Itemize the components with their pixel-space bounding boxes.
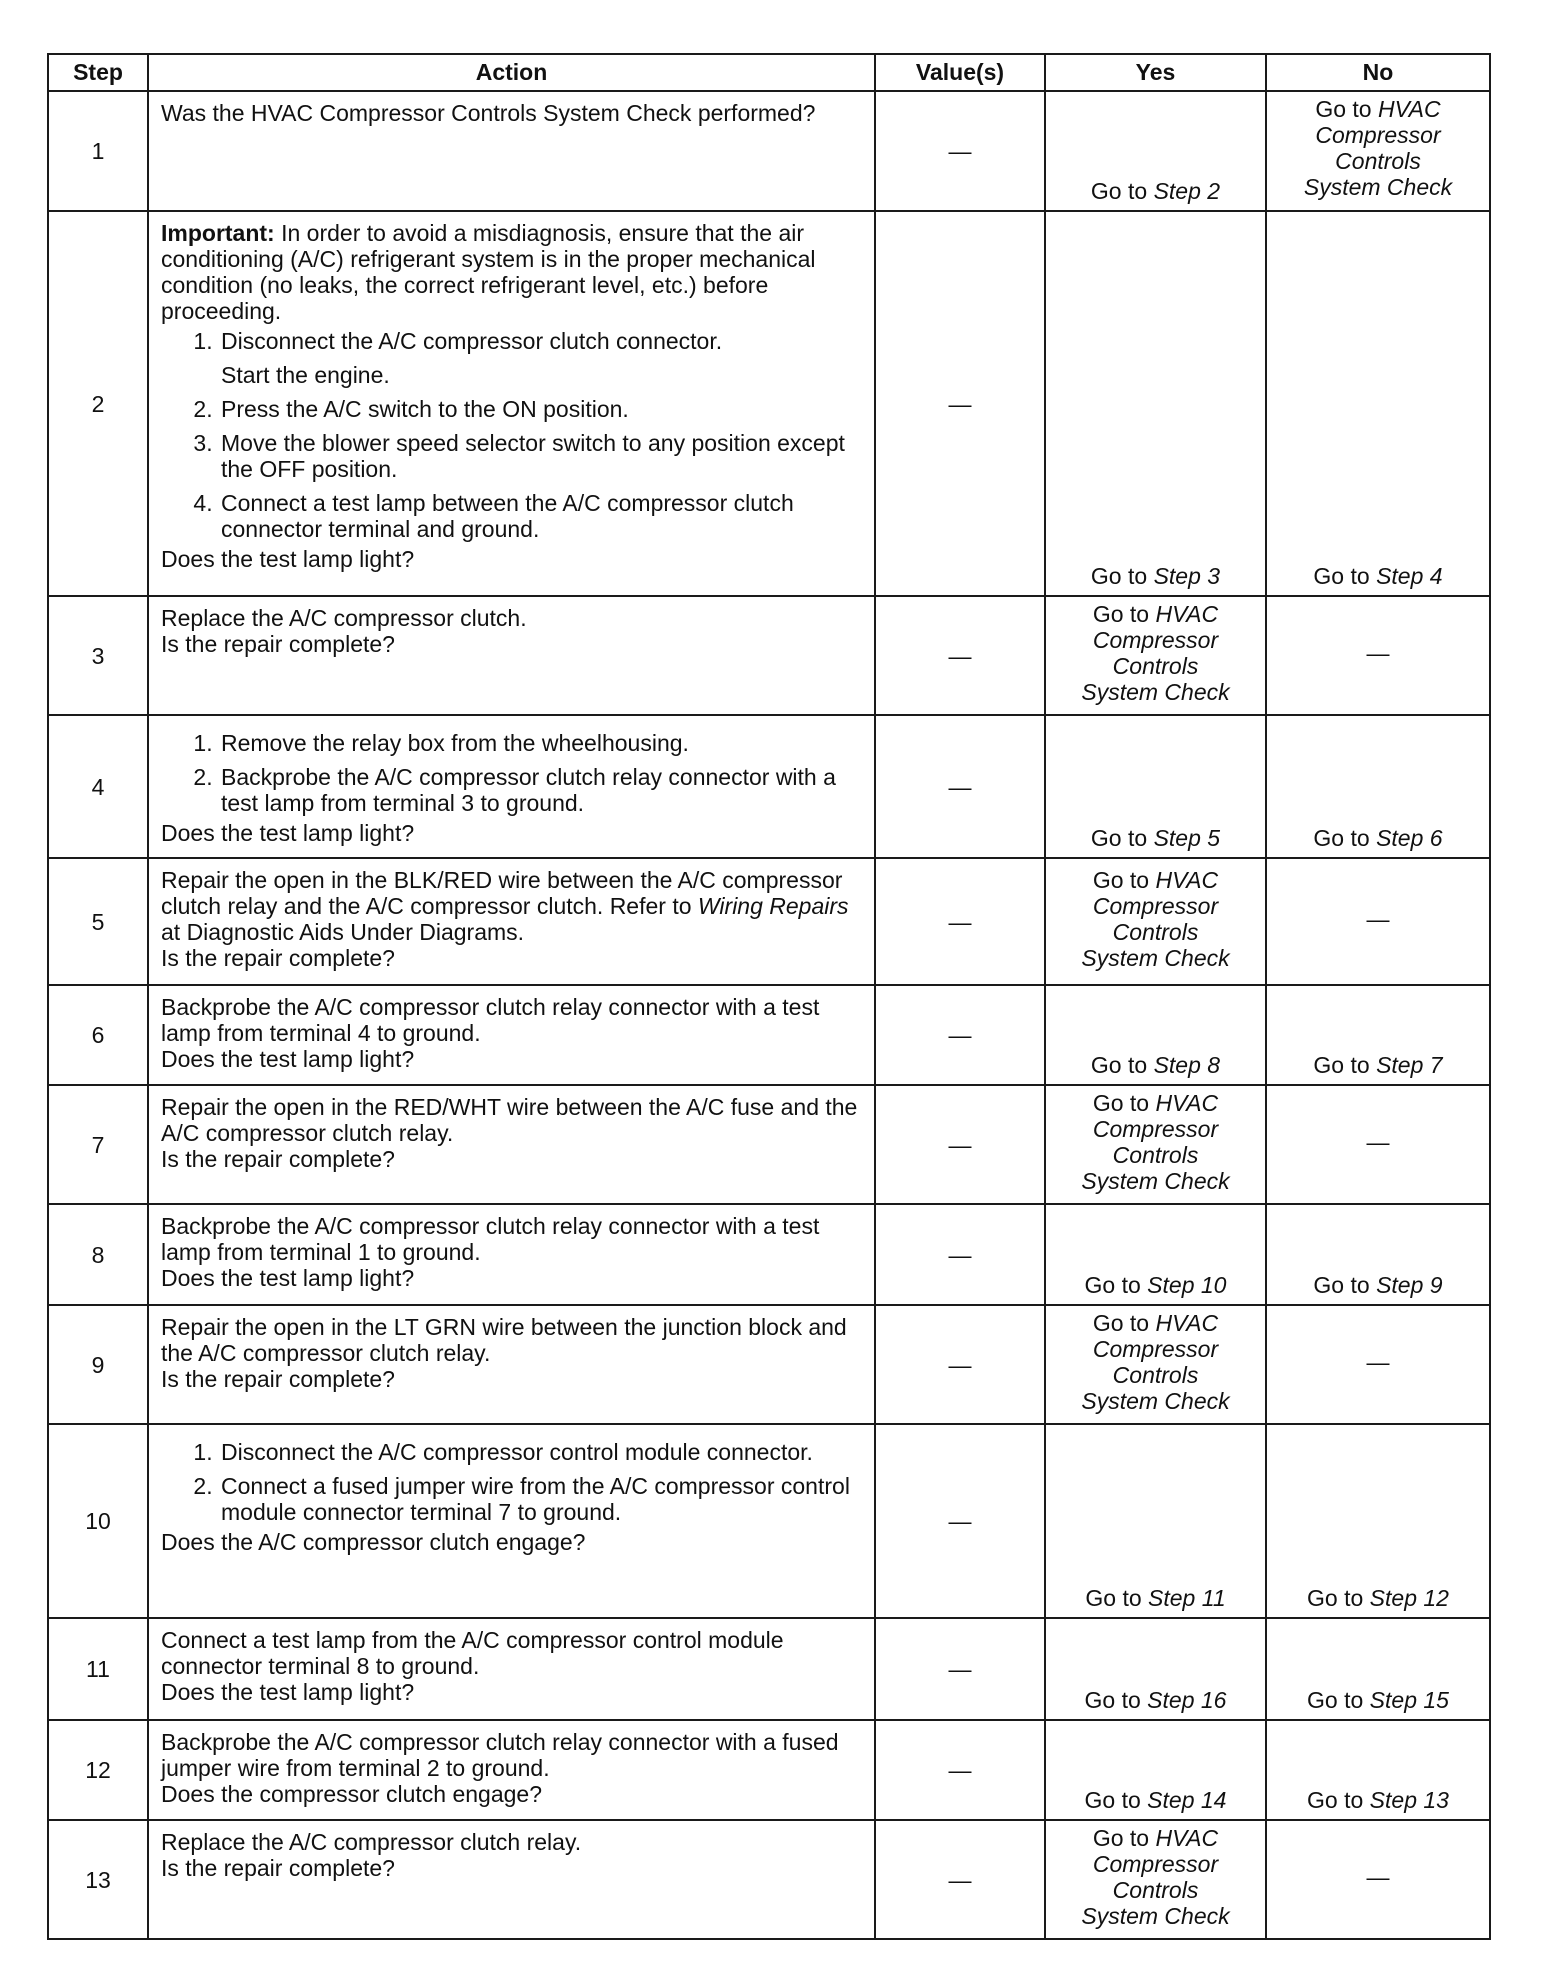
no-cell [1266, 1720, 1490, 1820]
sys-check-line[interactable]: HVAC [1155, 866, 1219, 893]
value-cell [875, 1618, 1045, 1720]
table-row [48, 1085, 1490, 1204]
procedure-list [161, 1439, 864, 1525]
yes-cell [1045, 211, 1266, 596]
value-dash: — [948, 773, 972, 800]
action-text [161, 867, 864, 945]
no-step-link[interactable]: Step 13 [1369, 1787, 1449, 1813]
go-to-label: Go to [1092, 1089, 1150, 1116]
value-dash: — [948, 1866, 972, 1893]
question: Does the A/C compressor clutch engage? [161, 1529, 586, 1555]
step-number: 13 [48, 1820, 148, 1939]
value-cell [875, 211, 1045, 596]
no-step-link[interactable]: Step 6 [1376, 825, 1443, 851]
value-cell [875, 596, 1045, 715]
question: Does the test lamp light? [161, 546, 415, 572]
question: Is the repair complete? [161, 1146, 395, 1172]
value-cell [875, 91, 1045, 211]
list-item-text: Remove the relay box from the wheelhousing. [221, 730, 689, 756]
action-text: Repair the open in the RED/WHT wire between the A/C fuse and the A/C compressor clutch relay. [161, 1094, 858, 1146]
value-cell [875, 1305, 1045, 1424]
table-row [48, 1424, 1490, 1618]
yes-cell [1045, 1305, 1266, 1424]
list-item [219, 764, 864, 816]
table-row [48, 1204, 1490, 1305]
action-text: Backprobe the A/C compressor clutch relay connector with a fused jumper wire from terminal 2 to ground. [161, 1729, 839, 1781]
sys-check-line[interactable]: HVAC [1155, 1309, 1219, 1336]
action-cell [148, 1085, 875, 1204]
list-item-text: Connect a fused jumper wire from the A/C compressor control module connector terminal 7 to ground. [221, 1473, 850, 1525]
yes-cell [1045, 1720, 1266, 1820]
action-text-part: Repair the open in the BLK/RED wire between the A/C compressor clutch relay and the A/C compressor clutch. Refer to [161, 867, 843, 919]
value-dash: — [948, 1022, 972, 1048]
table-row [48, 1305, 1490, 1424]
sys-check-line[interactable]: Compressor [1092, 1115, 1219, 1142]
list-item [219, 730, 864, 756]
sys-check-line[interactable]: HVAC [1155, 1089, 1219, 1116]
go-to-label: Go to [1090, 563, 1148, 589]
step-number: 3 [48, 596, 148, 715]
no-step-link[interactable]: Step 15 [1369, 1687, 1449, 1713]
go-to-label: Go to [1085, 1585, 1142, 1611]
no-step-link[interactable]: Step 9 [1376, 1272, 1443, 1298]
value-cell [875, 1424, 1045, 1618]
no-step-link[interactable]: Step 7 [1376, 1052, 1443, 1078]
value-cell [875, 715, 1045, 858]
sys-check-line[interactable]: System Check [1081, 678, 1230, 705]
action-text: Backprobe the A/C compressor clutch relay connector with a test lamp from terminal 4 to ground. [161, 994, 820, 1046]
header-no: No [1266, 54, 1490, 91]
header-step: Step [48, 54, 148, 91]
sys-check-line[interactable]: Controls [1335, 148, 1421, 174]
action-text: Backprobe the A/C compressor clutch relay connector with a test lamp from terminal 1 to ground. [161, 1213, 820, 1265]
action-cell [148, 1618, 875, 1720]
step-number: 1 [48, 91, 148, 211]
action-cell [148, 91, 875, 211]
question: Is the repair complete? [161, 945, 395, 971]
action-text-part: at Diagnostic Aids Under Diagrams. [161, 919, 525, 945]
wiring-repairs-link[interactable]: Wiring Repairs [697, 893, 849, 919]
question: Does the test lamp light? [161, 1265, 415, 1291]
list-item-text: Backprobe the A/C compressor clutch relay connector with a test lamp from terminal 3 to ground. [221, 764, 836, 816]
yes-cell [1045, 1820, 1266, 1939]
header-row [48, 54, 1490, 91]
action-cell [148, 1305, 875, 1424]
go-to-label: Go to [1090, 825, 1148, 851]
yes-cell [1045, 1618, 1266, 1720]
sys-check-line[interactable]: Controls [1112, 918, 1199, 945]
action-cell [148, 211, 875, 596]
yes-step-link[interactable]: Step 5 [1153, 825, 1221, 851]
no-cell [1266, 715, 1490, 858]
important-note [161, 220, 864, 324]
yes-cell [1045, 596, 1266, 715]
sys-check-line[interactable]: HVAC [1155, 1824, 1219, 1851]
go-to-label: Go to [1090, 178, 1148, 204]
no-cell [1266, 1085, 1490, 1204]
no-cell [1266, 985, 1490, 1085]
no-step-link[interactable]: Step 4 [1376, 563, 1443, 589]
sys-check-line[interactable]: Compressor [1315, 122, 1441, 148]
header-yes: Yes [1045, 54, 1266, 91]
value-dash: — [948, 390, 972, 417]
yes-cell [1045, 91, 1266, 211]
step-number: 9 [48, 1305, 148, 1424]
action-cell [148, 1820, 875, 1939]
go-to-label: Go to [1307, 1585, 1364, 1611]
sys-check-line[interactable]: Compressor [1092, 1335, 1219, 1362]
go-to-label: Go to [1092, 866, 1150, 893]
question: Is the repair complete? [161, 631, 395, 657]
table-row [48, 1618, 1490, 1720]
action-text: Replace the A/C compressor clutch relay. [161, 1829, 582, 1855]
no-dash: — [1366, 905, 1390, 932]
yes-step-link[interactable]: Step 11 [1148, 1585, 1226, 1611]
go-to-label: Go to [1090, 1052, 1148, 1078]
no-cell [1266, 1618, 1490, 1720]
list-item [219, 430, 864, 482]
yes-step-link[interactable]: Step 10 [1147, 1272, 1227, 1298]
value-dash: — [948, 908, 972, 935]
table-row [48, 1720, 1490, 1820]
no-cell [1266, 91, 1490, 211]
no-cell [1266, 1305, 1490, 1424]
list-item [219, 396, 864, 422]
action-text: Replace the A/C compressor clutch. [161, 605, 527, 631]
table-row [48, 91, 1490, 211]
list-item-subtext: Start the engine. [221, 362, 390, 388]
list-item [219, 328, 864, 388]
no-cell [1266, 858, 1490, 985]
action-cell [148, 858, 875, 985]
value-cell [875, 1720, 1045, 1820]
yes-cell [1045, 715, 1266, 858]
go-to-label: Go to [1307, 1687, 1364, 1713]
yes-step-link[interactable]: Step 8 [1153, 1052, 1221, 1078]
action-cell [148, 1424, 875, 1618]
list-item-text: Disconnect the A/C compressor clutch connector. [221, 328, 723, 354]
header-values: Value(s) [875, 54, 1045, 91]
value-dash: — [948, 138, 972, 164]
header-action: Action [148, 54, 875, 91]
value-dash: — [948, 1241, 972, 1268]
sys-check-line[interactable]: System Check [1081, 1167, 1230, 1194]
action-cell [148, 596, 875, 715]
value-cell [875, 1204, 1045, 1305]
yes-cell [1045, 1424, 1266, 1618]
value-dash: — [948, 642, 972, 669]
step-number: 4 [48, 715, 148, 858]
yes-step-link[interactable]: Step 16 [1147, 1687, 1227, 1713]
go-to-label: Go to [1313, 563, 1370, 589]
value-dash: — [948, 1508, 972, 1534]
list-item [219, 1439, 864, 1465]
value-cell [875, 1820, 1045, 1939]
step-number: 8 [48, 1204, 148, 1305]
action-cell [148, 1720, 875, 1820]
sys-check-line[interactable]: Controls [1112, 1141, 1199, 1168]
procedure-list [161, 730, 864, 816]
yes-cell [1045, 1085, 1266, 1204]
yes-step-link[interactable]: Step 2 [1153, 178, 1221, 204]
sys-check-line[interactable]: System Check [1081, 1387, 1230, 1414]
list-item-text: Connect a test lamp between the A/C compressor clutch connector terminal and ground. [221, 490, 794, 542]
sys-check-line[interactable]: System Check [1303, 174, 1453, 200]
step-number: 5 [48, 858, 148, 985]
value-cell [875, 1085, 1045, 1204]
value-dash: — [948, 1757, 972, 1783]
table-row [48, 596, 1490, 715]
important-label: Important: [161, 220, 275, 246]
go-to-label: Go to [1092, 1309, 1150, 1336]
yes-cell [1045, 1204, 1266, 1305]
no-cell [1266, 1424, 1490, 1618]
action-cell [148, 715, 875, 858]
value-cell [875, 985, 1045, 1085]
table-row [48, 985, 1490, 1085]
no-dash: — [1366, 1863, 1390, 1890]
list-item [219, 490, 864, 542]
sys-check-line[interactable]: System Check [1081, 944, 1230, 971]
step-number: 7 [48, 1085, 148, 1204]
no-cell [1266, 1204, 1490, 1305]
yes-cell [1045, 985, 1266, 1085]
no-dash: — [1366, 639, 1390, 666]
action-text: Connect a test lamp from the A/C compressor control module connector terminal 8 to ground. [161, 1627, 784, 1679]
step-number: 10 [48, 1424, 148, 1618]
no-dash: — [1366, 1348, 1390, 1375]
table-row [48, 211, 1490, 596]
sys-check-line[interactable]: System Check [1081, 1902, 1230, 1929]
table-row [48, 858, 1490, 985]
no-cell [1266, 1820, 1490, 1939]
go-to-label: Go to [1084, 1272, 1141, 1298]
question: Does the compressor clutch engage? [161, 1781, 542, 1807]
action-cell [148, 1204, 875, 1305]
action-cell [148, 985, 875, 1085]
action-text: Was the HVAC Compressor Controls System Check performed? [161, 100, 816, 126]
important-text: In order to avoid a misdiagnosis, ensure that the air conditioning (A/C) refrigerant system is in the proper mechanical condition (no leaks, the correct refrigerant level, etc.) before proceeding. [161, 220, 816, 324]
step-number: 11 [48, 1618, 148, 1720]
list-item-text: Press the A/C switch to the ON position. [221, 396, 629, 422]
sys-check-line[interactable]: Compressor [1092, 1850, 1219, 1877]
no-cell [1266, 596, 1490, 715]
question: Does the test lamp light? [161, 1679, 415, 1705]
sys-check-line[interactable]: HVAC [1378, 96, 1441, 122]
go-to-label: Go to [1307, 1787, 1364, 1813]
go-to-label: Go to [1084, 1787, 1141, 1813]
yes-step-link[interactable]: Step 3 [1153, 563, 1221, 589]
question: Is the repair complete? [161, 1366, 395, 1392]
step-number: 6 [48, 985, 148, 1085]
procedure-list [161, 328, 864, 542]
action-text: Repair the open in the LT GRN wire between the junction block and the A/C compressor clutch relay. [161, 1314, 847, 1366]
list-item [219, 1473, 864, 1525]
sys-check-line[interactable]: Compressor [1092, 892, 1219, 919]
sys-check-line[interactable]: Controls [1112, 652, 1199, 679]
sys-check-line[interactable]: Controls [1112, 1876, 1199, 1903]
question: Does the test lamp light? [161, 820, 415, 846]
go-to-label: Go to [1315, 96, 1372, 122]
yes-step-link[interactable]: Step 14 [1147, 1787, 1227, 1813]
no-cell [1266, 211, 1490, 596]
list-item-text: Disconnect the A/C compressor control module connector. [221, 1439, 813, 1465]
step-number: 12 [48, 1720, 148, 1820]
value-cell [875, 858, 1045, 985]
sys-check-line[interactable]: Controls [1112, 1361, 1199, 1388]
sys-check-line[interactable]: Compressor [1092, 626, 1219, 653]
question: Is the repair complete? [161, 1855, 395, 1881]
yes-cell [1045, 858, 1266, 985]
question: Does the test lamp light? [161, 1046, 415, 1072]
diagnostic-table [47, 53, 1491, 1940]
table-row [48, 1820, 1490, 1939]
no-step-link[interactable]: Step 12 [1369, 1585, 1449, 1611]
value-dash: — [948, 1131, 972, 1158]
table-row [48, 715, 1490, 858]
go-to-label: Go to [1084, 1687, 1141, 1713]
go-to-label: Go to [1313, 825, 1370, 851]
go-to-label: Go to [1313, 1052, 1370, 1078]
go-to-label: Go to [1092, 1824, 1150, 1851]
list-item-text: Move the blower speed selector switch to any position except the OFF position. [221, 430, 845, 482]
go-to-label: Go to [1092, 600, 1150, 627]
sys-check-line[interactable]: HVAC [1155, 600, 1219, 627]
no-dash: — [1366, 1128, 1390, 1155]
value-dash: — [948, 1656, 972, 1682]
go-to-label: Go to [1313, 1272, 1370, 1298]
step-number: 2 [48, 211, 148, 596]
value-dash: — [948, 1351, 972, 1378]
